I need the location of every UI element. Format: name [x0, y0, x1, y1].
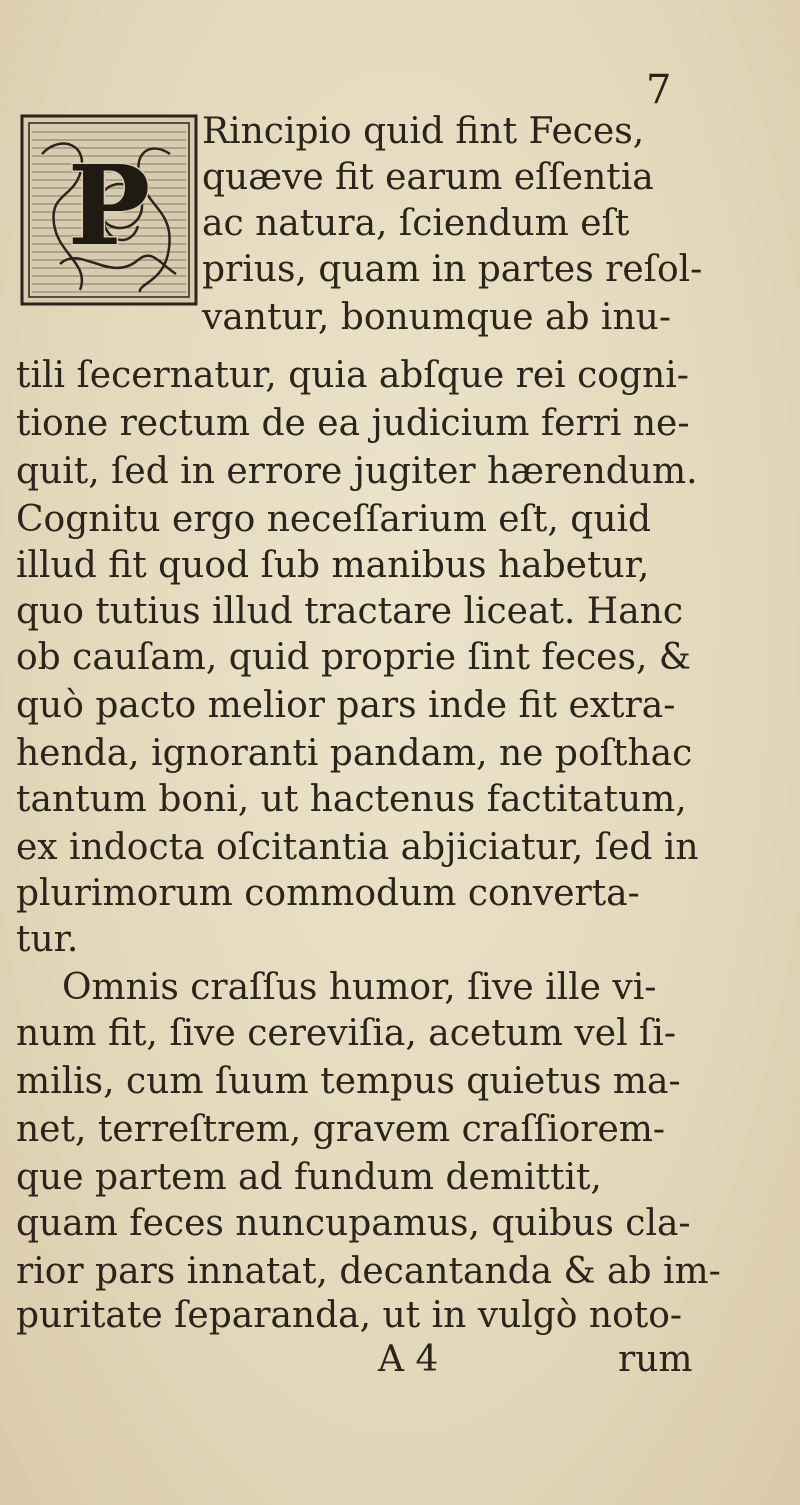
text-line: rior pars innatat, decantanda & ab im-: [16, 1251, 721, 1292]
text-line: Cognitu ergo neceſſarium eſt, quid: [16, 499, 652, 540]
text-line: milis, cum ſuum tempus quietus ma-: [16, 1061, 681, 1102]
text-line: tantum boni, ut hactenus factitatum,: [16, 779, 687, 820]
decorated-initial-icon: [20, 114, 198, 306]
catchword: rum: [618, 1339, 693, 1380]
text-line: ac natura, ſciendum eſt: [202, 203, 630, 244]
text-line: vantur, bonumque ab inu-: [202, 297, 671, 338]
text-line: tione rectum de ea judicium ferri ne-: [16, 403, 690, 444]
signature-mark: A 4: [378, 1339, 439, 1380]
text-line: Omnis craſſus humor, ſive ille vi-: [62, 967, 657, 1008]
text-line: quæve fit earum eſſentia: [202, 157, 654, 198]
text-line: quò pacto melior pars inde fit extra-: [16, 685, 676, 726]
text-line: prius, quam in partes reſol-: [202, 249, 703, 290]
text-line: henda, ignoranti pandam, ne poſthac: [16, 733, 693, 774]
text-line: ob cauſam, quid proprie ſint feces, &: [16, 637, 691, 678]
text-line: num fit, ſive cereviſia, acetum vel ſi-: [16, 1013, 677, 1054]
text-line: ex indocta oſcitantia abjiciatur, ſed in: [16, 827, 699, 868]
text-line: quo tutius illud tractare liceat. Hanc: [16, 591, 684, 632]
text-line: quit, ſed in errore jugiter hærendum.: [16, 451, 698, 492]
text-line: puritate ſeparanda, ut in vulgò noto-: [16, 1295, 683, 1336]
page-number: 7: [646, 67, 672, 113]
text-line: tili ſecernatur, quia abſque rei cogni-: [16, 355, 689, 396]
text-line: Rincipio quid fint Feces,: [202, 111, 645, 152]
text-line: que partem ad fundum demittit,: [16, 1157, 602, 1198]
text-line: tur.: [16, 919, 79, 960]
text-line: quam feces nuncupamus, quibus cla-: [16, 1203, 691, 1244]
text-line: net, terreſtrem, gravem craſſiorem-: [16, 1109, 666, 1150]
text-line: plurimorum commodum converta-: [16, 873, 640, 914]
svg-text:P: P: [67, 141, 151, 270]
text-line: illud fit quod ſub manibus habetur,: [16, 545, 650, 586]
